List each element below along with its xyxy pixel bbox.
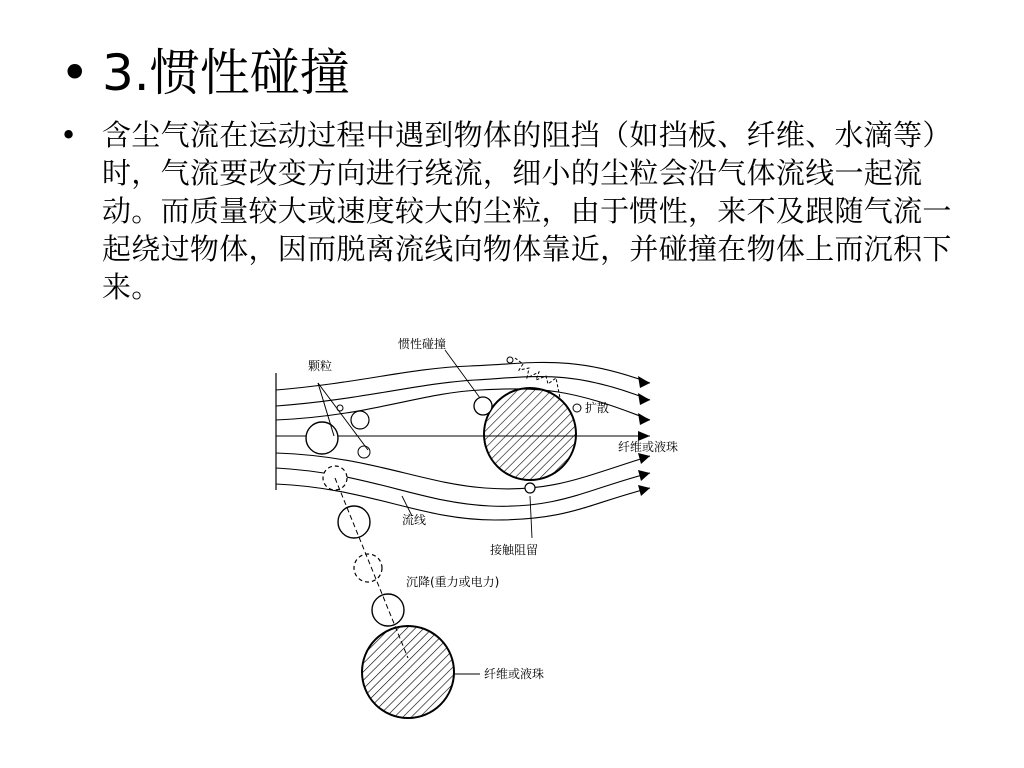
fiber-circle-bottom bbox=[362, 626, 454, 718]
arrow-7 bbox=[638, 485, 650, 496]
leader-interception bbox=[530, 496, 532, 538]
label-inertial-impaction: 惯性碰撞 bbox=[398, 337, 447, 351]
settling-particle-3 bbox=[354, 554, 382, 582]
settling-particle-2 bbox=[338, 506, 370, 538]
arrow-6 bbox=[638, 470, 650, 481]
arrow-2 bbox=[638, 393, 650, 405]
title-bullet: • bbox=[60, 44, 90, 102]
diffusion-particle-start bbox=[507, 357, 513, 363]
particle-small-2 bbox=[358, 446, 370, 458]
slide-title bbox=[60, 38, 350, 108]
filtration-mechanism-diagram bbox=[240, 328, 760, 728]
impaction-particle bbox=[474, 397, 492, 415]
label-fiber-top: 纤维或液珠 bbox=[618, 440, 679, 454]
label-streamline: 流线 bbox=[402, 513, 427, 527]
label-fiber-bottom: 纤维或液珠 bbox=[484, 667, 545, 681]
diagram-svg bbox=[240, 328, 760, 728]
label-diffusion: 扩散 bbox=[585, 401, 610, 415]
label-interception: 接触阻留 bbox=[490, 543, 539, 557]
label-sedimentation: 沉降(重力或电力) bbox=[406, 575, 500, 589]
interception-particle bbox=[525, 483, 535, 493]
body-paragraph bbox=[60, 116, 970, 306]
arrow-5 bbox=[638, 453, 650, 464]
fiber-circle-top bbox=[484, 388, 576, 480]
streamline-1 bbox=[276, 362, 650, 390]
leader-impaction bbox=[445, 350, 480, 398]
label-particle: 颗粒 bbox=[308, 359, 333, 373]
arrow-3 bbox=[638, 413, 650, 425]
arrow-1 bbox=[638, 376, 650, 388]
particle-medium bbox=[351, 411, 369, 429]
diffusion-particle bbox=[573, 404, 581, 412]
settling-particle-4 bbox=[372, 594, 404, 626]
particle-large bbox=[306, 422, 338, 454]
body-bullet: • bbox=[60, 118, 78, 152]
title-text: 3.惯性碰撞 bbox=[102, 44, 350, 102]
body-text: 含尘气流在运动过程中遇到物体的阻挡（如挡板、纤维、水滴等）时，气流要改变方向进行绕流，细小的尘粒会沿气体流线一起流动。而质量较大或速度较大的尘粒，由于惯性，来不及跟随气流一起绕过物体，因而脱离流线向物体靠近，并碰撞在物体上而沉积下来。 bbox=[102, 118, 952, 304]
